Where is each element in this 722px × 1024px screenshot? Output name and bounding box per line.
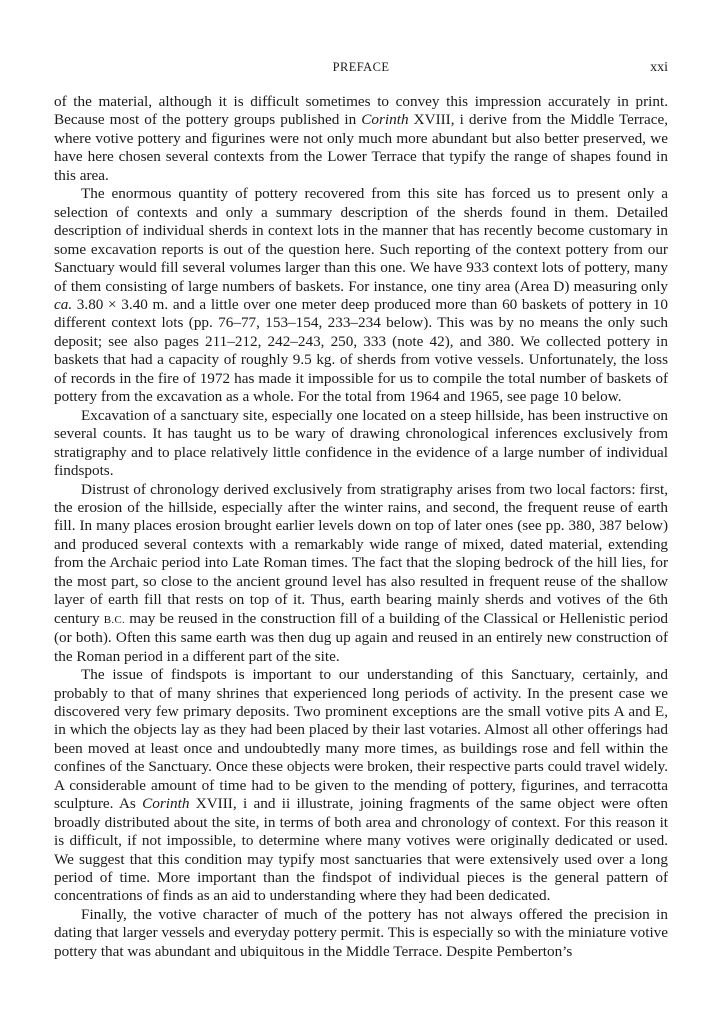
text-line: us to compile the total number of baskets of pottery from the excavation as a whole. For the: [54, 369, 668, 406]
text-line: 60 baskets of pottery in 10 different context lots (pp. 76–77, 153–154, 233–234 below). This: [54, 295, 669, 332]
text-line: reuse of the shallow layer of earth fill that rests on top of it. Thus, earth bearing mainly sherds and: [54, 572, 669, 609]
text-line: description of individual sherds in context lots in the manner that has recently become customary: [54, 222, 652, 240]
text-line: The issue of findspots is important to our understanding of this Sanctuary, certainly, and: [81, 666, 668, 684]
text-line: widely. A considerable amount of time had to be given to the mending of pottery, figurines, and: [54, 758, 668, 794]
text-line: selection of contexts and only a summary description of the sherds found in them. Detailed: [54, 203, 668, 221]
text-line: total from 1964 and 1965, see page 10 below.: [345, 388, 622, 406]
text-line: individual findspots.: [54, 443, 669, 480]
text-line: earth fill. In many places erosion brought earlier levels down on top of later ones (see pp. 380, 387: [54, 498, 668, 535]
text-line: dating that larger vessels and everyday pottery permit. This is especially so with the miniature: [54, 924, 627, 942]
text-line: from stratigraphy and to place relatively little confidence in the evidence of a large number of: [54, 425, 669, 461]
text-line: terracotta sculpture. As Corinth XVIII, i and ii illustrate, joining fragments of the same object were: [54, 776, 669, 813]
text-line: and 380. We collected pottery in baskets that had a capacity of roughly 9.5 kg. of sherds from: [54, 332, 668, 369]
text-line: or Hellenistic period (or both). Often this same earth was then dug up again and reused in an: [54, 609, 669, 647]
text-line: the confines of the Sanctuary. Once these objects were broken, their respective parts could travel: [54, 739, 668, 776]
text-line: probably to that of many shrines that experienced long periods of activity. In the present case we: [54, 684, 668, 702]
text-line: Distrust of chronology derived exclusively from stratigraphy arises from two local factors:: [81, 480, 636, 498]
body-text: [54, 93, 668, 961]
paragraph-6: [54, 906, 668, 961]
text-line: of pottery, many of them consisting of large numbers of baskets. For instance, one tiny area: [54, 259, 668, 295]
text-line: Because most of the pottery groups published in Corinth XVIII, i derive from the Middle Terrace,: [54, 111, 668, 129]
text-line: was by no means the only such deposit; see also pages 211–212, 242–243, 250, 333 (note 42),: [54, 314, 669, 350]
paragraph-1: [54, 93, 668, 185]
text-line: votive vessels. Unfortunately, the loss of records in the fire of 1972 has made it impossible for: [54, 351, 669, 387]
text-line: of the hill lies, for the most part, so close to the ancient ground level has also resulted in frequent: [54, 554, 669, 590]
text-line: entirely new construction of the Roman period in a different part of the site.: [54, 629, 669, 665]
text-line: The enormous quantity of pottery recovered from this site has forced us to present only a: [81, 185, 668, 203]
text-line: in some excavation reports is out of the question here. Such reporting of the context pottery: [54, 222, 669, 258]
running-head-title: PREFACE: [332, 60, 390, 74]
text-line: over a long period of time. More important than the findspot of individual pieces is the general: [54, 850, 668, 887]
paragraph-3: [54, 407, 668, 481]
text-line: often broadly distributed about the site, in terms of both area and chronology of context. For this: [54, 795, 669, 831]
text-line: from our Sanctuary would fill several volumes larger than this one. We have 933 context lots: [54, 240, 668, 277]
text-line: found in this area.: [54, 148, 668, 184]
paragraph-2: [54, 185, 668, 406]
text-line: Excavation of a sanctuary site, especially one located on a steep hillside, has been instructive: [81, 406, 649, 424]
paragraph-4: [54, 481, 668, 667]
text-line: or used. We suggest that this condition may typify most sanctuaries that were extensively used: [54, 832, 668, 868]
text-line: votives of the 6th century B.C. may be reused in the construction fill of a building of the Classical: [54, 591, 669, 627]
text-line: votive pottery that was abundant and ubiquitous in the Middle Terrace. Despite Pemberton’s: [54, 924, 669, 960]
text-line: Finally, the votive character of much of the pottery has not always offered the precision in: [81, 905, 668, 923]
text-line: extending from the Archaic period into Late Roman times. The fact that the sloping bedrock: [54, 535, 669, 572]
text-line: E, in which the objects lay as they had been placed by their last votaries. Almost all other offerings: [54, 702, 668, 739]
running-head: [0, 60, 722, 80]
text-line: discovered very few primary deposits. Two prominent exceptions are the small votive pits A and: [54, 702, 651, 720]
text-line: had been moved at least once and undoubtedly many more times, as buildings rose and fell within: [54, 721, 669, 757]
paragraph-5: [54, 666, 668, 906]
text-line: where votive pottery and figurines were not only much more abundant but also better preserved,: [54, 129, 646, 147]
text-line: (Area D) measuring only ca. 3.80 × 3.40 m. and a little over one meter deep produced more than: [54, 277, 669, 313]
page-number: xxi: [650, 60, 668, 75]
text-line: on several counts. It has taught us to be wary of drawing chronological inferences exclusively: [54, 406, 668, 443]
text-line: below) and produced several contexts with a remarkably wide range of mixed, dated material,: [54, 517, 669, 553]
text-line: we have here chosen several contexts from the Lower Terrace that typify the range of shapes: [54, 129, 669, 166]
text-line: pattern of concentrations of finds as an aid to understanding where they had been dedicated.: [54, 869, 669, 905]
text-line: first, the erosion of the hillside, especially after the winter rains, and second, the frequent reuse of: [54, 480, 669, 516]
text-line: of the material, although it is difficult sometimes to convey this impression accurately in print.: [54, 93, 668, 110]
text-line: reason it is difficult, if not impossible, to determine where many votives were originally dedicated: [54, 813, 669, 850]
